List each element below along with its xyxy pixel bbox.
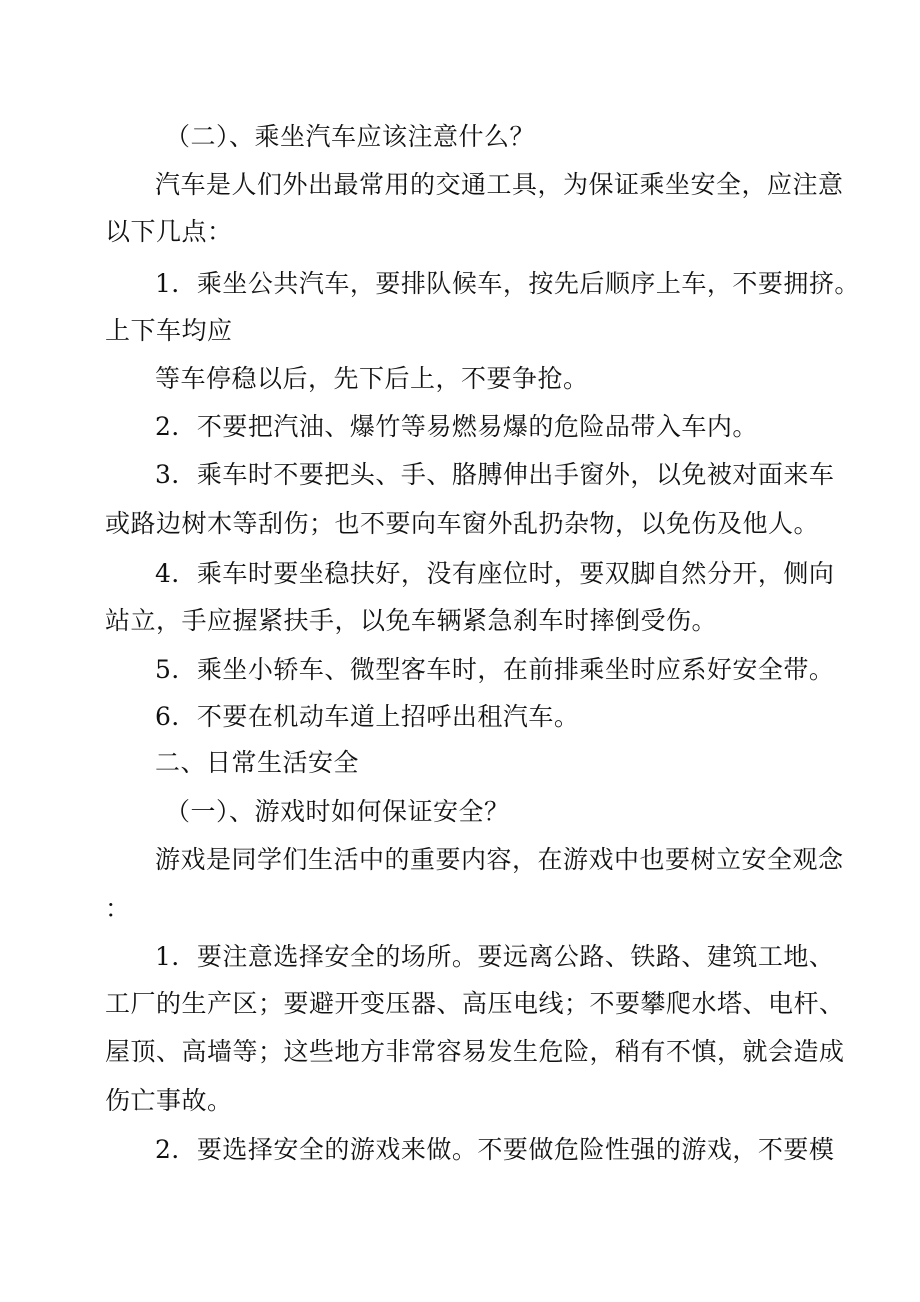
section-heading-riding-car: （二）、乘坐汽车应该注意什么？ [165, 122, 536, 151]
paragraph-line: 或路边树木等刮伤；也不要向车窗外乱扔杂物，以免伤及他人。 [105, 509, 820, 538]
paragraph-line: 屋顶、高墙等；这些地方非常容易发生危险，稍有不慎，就会造成 [105, 1037, 845, 1066]
list-item-line: 5．乘坐小轿车、微型客车时，在前排乘坐时应系好安全带。 [155, 655, 835, 684]
list-item-line: 1．乘坐公共汽车，要排队候车，按先后顺序上车，不要拥挤。 [155, 269, 860, 298]
list-item-line: 3．乘车时不要把头、手、胳膊伸出手窗外，以免被对面来车 [155, 460, 835, 489]
section-heading-games: （一）、游戏时如何保证安全？ [165, 797, 510, 826]
paragraph-line: 站立，手应握紧扶手，以免车辆紧急刹车时摔倒受伤。 [105, 606, 718, 635]
paragraph-line: 汽车是人们外出最常用的交通工具，为保证乘坐安全，应注意 [155, 170, 844, 199]
paragraph-line: 以下几点： [105, 217, 233, 246]
section-heading-daily-life: 二、日常生活安全 [155, 748, 360, 777]
paragraph-line: 工厂的生产区；要避开变压器、高压电线；不要攀爬水塔、电杆、 [105, 989, 845, 1018]
list-item-line: 6．不要在机动车道上招呼出租汽车。 [155, 702, 580, 731]
paragraph-line: 伤亡事故。 [105, 1086, 233, 1115]
list-item-line: 2．不要把汽油、爆竹等易燃易爆的危险品带入车内。 [155, 412, 758, 441]
list-item-line: 1．要注意选择安全的场所。要远离公路、铁路、建筑工地、 [155, 942, 835, 971]
paragraph-line: 游戏是同学们生活中的重要内容，在游戏中也要树立安全观念 [155, 845, 844, 874]
paragraph-line: 上下车均应 [105, 316, 233, 345]
paragraph-line: ： [105, 894, 131, 923]
paragraph-line: 等车停稳以后，先下后上，不要争抢。 [155, 364, 589, 393]
list-item-line: 2．要选择安全的游戏来做。不要做危险性强的游戏，不要模 [155, 1135, 835, 1164]
list-item-line: 4．乘车时要坐稳扶好，没有座位时，要双脚自然分开，侧向 [155, 559, 835, 588]
